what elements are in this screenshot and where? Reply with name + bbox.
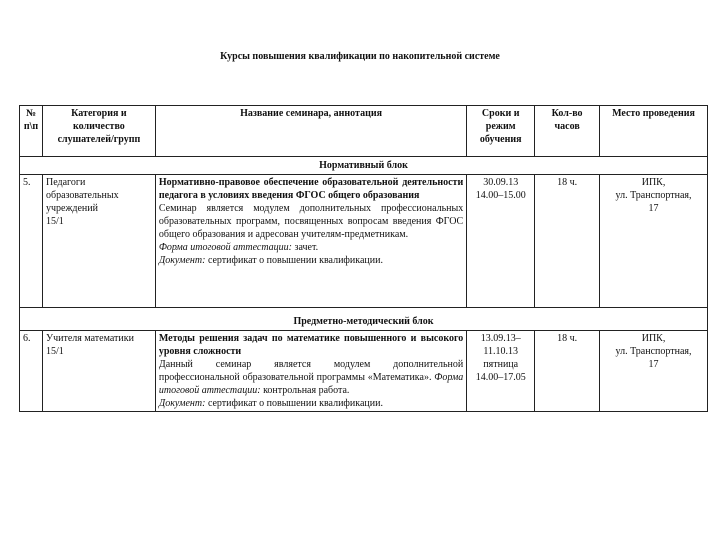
row-place	[600, 331, 708, 412]
table-row	[20, 175, 708, 308]
block-row	[20, 157, 708, 175]
seminar-title: Методы решения задач по математике повышенного и высокого уровня сложности	[158, 333, 464, 357]
form-value: зачет.	[294, 242, 319, 253]
mode-text: 14.00–15.00	[475, 190, 526, 201]
annotation: Данный семинар является модулем дополнительной профессиональной образовательной программы «Математика».	[158, 359, 464, 383]
row-num: 5.	[20, 175, 43, 308]
row-seminar	[155, 331, 466, 412]
seminar-title: Нормативно-правовое обеспечение образовательной деятельности педагога в условиях введения ФГОС общего образования	[158, 177, 464, 201]
row-num: 6.	[20, 331, 43, 412]
header-place: Место проведения	[600, 106, 708, 157]
page-title: Курсы повышения квалификации по накопительной системе	[220, 51, 500, 62]
form-value: контрольная работа.	[263, 385, 350, 396]
doc-label: Документ:	[158, 398, 206, 409]
dates-text: 13.09.13–11.10.13	[480, 333, 521, 357]
row-place	[600, 175, 708, 308]
place-line: ИПК,	[641, 333, 666, 344]
header-dates: Сроки и режим обучения	[467, 106, 535, 157]
doc-label: Документ:	[158, 255, 206, 266]
header-name: Название семинара, аннотация	[155, 106, 466, 157]
place-line: ИПК,	[641, 177, 666, 188]
annotation: Семинар является модулем дополнительных профессиональных образовательных программ, посвященных вопросам введения ФГОС общего образования и адресован учителям-предметникам.	[158, 203, 464, 240]
doc-value: сертификат о повышении квалификации.	[207, 398, 383, 409]
row-category	[42, 331, 155, 412]
header-num: № п\п	[20, 106, 43, 157]
row-seminar	[155, 175, 466, 308]
courses-table	[19, 105, 708, 412]
place-line: 17	[648, 203, 659, 214]
block-title: Предметно-методический блок	[20, 308, 708, 331]
place-line: 17	[648, 359, 659, 370]
row-dates	[467, 175, 535, 308]
dates-text: 30.09.13	[483, 177, 519, 188]
row-hours: 18 ч.	[535, 331, 600, 412]
place-line: ул. Транспортная,	[615, 346, 692, 357]
row-hours: 18 ч.	[535, 175, 600, 308]
category-text: Педагоги образовательных учреждений	[45, 177, 119, 214]
doc-value: сертификат о повышении квалификации.	[207, 255, 383, 266]
table-row	[20, 331, 708, 412]
block-row	[20, 308, 708, 331]
header-hours: Кол-во часов	[535, 106, 600, 157]
weekday-text: пятница	[483, 359, 519, 370]
row-dates	[467, 331, 535, 412]
header-row	[20, 106, 708, 157]
header-category: Категория и количество слушателей/групп	[42, 106, 155, 157]
category-text: Учителя математики	[45, 333, 134, 344]
form-label: Форма итоговой аттестации:	[158, 242, 292, 253]
row-category	[42, 175, 155, 308]
place-line: ул. Транспортная,	[615, 190, 692, 201]
groups-text: 15/1	[45, 216, 64, 227]
form-label: Форма итоговой аттестации:	[158, 372, 464, 396]
mode-text: 14.00–17.05	[475, 372, 526, 383]
block-title: Нормативный блок	[20, 157, 708, 175]
groups-text: 15/1	[45, 346, 64, 357]
